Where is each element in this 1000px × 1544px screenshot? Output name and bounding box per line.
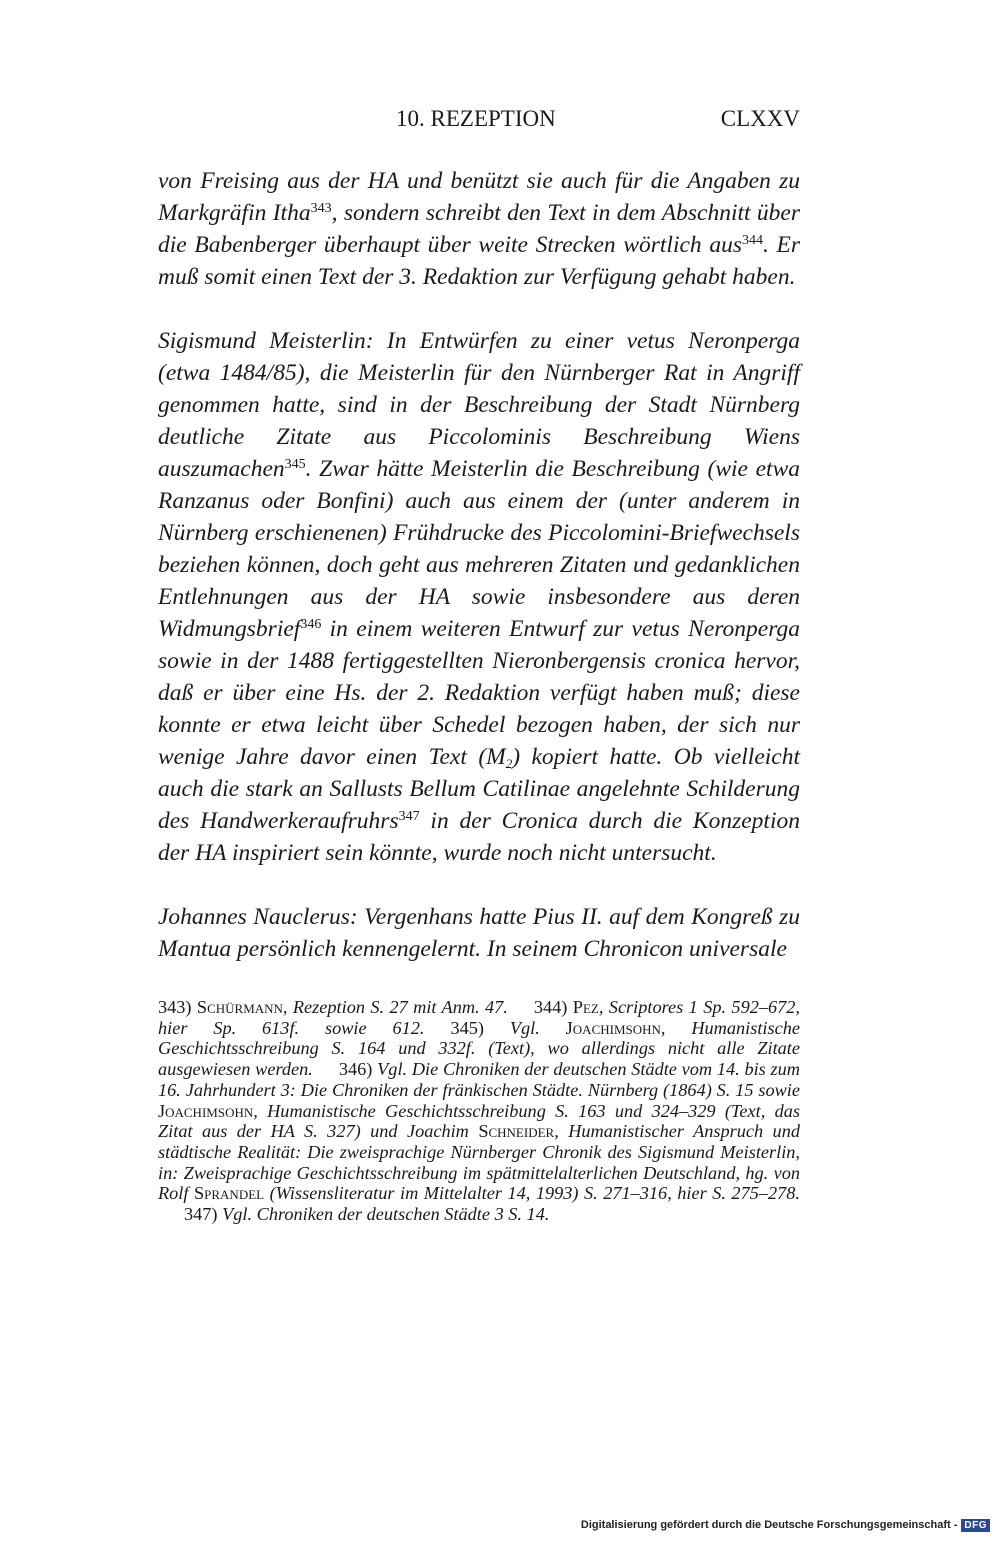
footnote-ref-344: 344 [741,233,763,248]
paragraph-meisterlin: Sigismund Meisterlin: In Entwürfen zu einer vetus Neronperga (etwa 1484/85), die Meisterlin für den Nürnberger Rat in Angriff genommen hatte, sind in der Beschreibung der Stadt Nürnberg deutliche Zitate aus Piccolominis Beschreibung Wiens auszumachen$^{345}$. Zwar hätte Meisterlin die Beschreibung (wie etwa Ranzanus oder Bonfini) auch aus einem der (unter anderem in Nürnberg erschienenen) Frühdrucke des Piccolomini-Briefwechsels beziehen können, doch geht aus mehreren Zitaten und gedanklichen Entlehnungen aus der HA sowie insbesondere aus deren Widmungsbrief$^{346}$ in einem weiteren Entwurf zur vetus Neronperga sowie in der 1488 fertiggestellten Nieronbergensis cronica hervor, daß er über eine Hs. der 2. Redaktion verfügt haben muß; diese konnte er etwa leicht über Schedel bezogen haben, der sich nur wenige Jahre davor einen Text $(M_2)$ kopiert hatte. Ob vielleicht auch die stark an Sallusts Bellum Catilinae angelehnte Schilderung des Handwerkeraufruhrs$^{347}$ in der Cronica durch die Konzeption der HA inspiriert sein könnte, wurde noch nicht untersucht. [158,328,800,866]
dfg-funding-text: Digitalisierung gefördert durch die Deutsche Forschungsgemeinschaft - [580,1519,958,1531]
footnote-344: 344) Pez, Scriptores 1 Sp. 592–672, hier Sp. 613f. sowie 612. [158,997,800,1038]
footnotes [158,997,800,1225]
paragraph-otto-von-freising: von Freising aus der HA und benützt sie auch für die Angaben zu Markgräfin Itha$^{343}$, sondern schreibt den Text in dem Abschnitt über die Babenberger überhaupt über weite Strecken wörtlich aus$^{344}$. Er muß somit einen Text der 3. Redaktion zur Verfügung gehabt haben. [158,168,800,290]
footnote-ref-345: 345 [284,457,306,472]
dfg-logo-icon: DFG [961,1519,990,1532]
footnote-346: 346) Vgl. Die Chroniken der deutschen Städte vom 14. bis zum 16. Jahrhundert 3: Die Chroniken der fränkischen Städte. Nürnberg (1864) S. 15 sowie Joachimsohn, Humanistische Geschichtsschreibung S. 163 und 324–329 (Text, das Zitat aus der HA S. 327) und Joachim Schneider, Humanistischer Anspruch und städtische Realität: Die zweisprachige Nürnberger Chronik des Sigismund Meisterlin, in: Zweisprachige Geschichtsschreibung im spätmittelalterlichen Deutschland, hg. von Rolf Sprandel (Wissensliteratur im Mittelalter 14, 1993) S. 271–316, hier S. 275–278. [158,1059,800,1204]
footnote-345: 345) Vgl. Joachimsohn, Humanistische Geschichtsschreibung S. 164 und 332f. (Text), wo allerdings nicht alle Zitate ausgewiesen werden. [158,1017,800,1080]
footnote-ref-347: 347 [398,809,420,824]
running-header [158,106,800,136]
paragraph-nauclerus: Johannes Nauclerus: Vergenhans hatte Pius II. auf dem Kongreß zu Mantua persönlich kennengelernt. In seinem Chronicon universale [158,904,800,962]
page-number: CLXXV [720,106,800,131]
footnote-ref-343: 343 [310,201,332,216]
footnote-343: 343) Schürmann, Rezeption S. 27 mit Anm. 47. [158,997,508,1017]
dfg-funding-notice [581,1516,990,1534]
section-title: 10. REZEPTION [396,106,556,131]
footnote-347: 347) Vgl. Chroniken der deutschen Städte 3 S. 14. [184,1204,550,1225]
manuscript-subscript: 2 [505,756,513,771]
main-text [158,165,800,965]
footnote-ref-346: 346 [300,617,322,632]
